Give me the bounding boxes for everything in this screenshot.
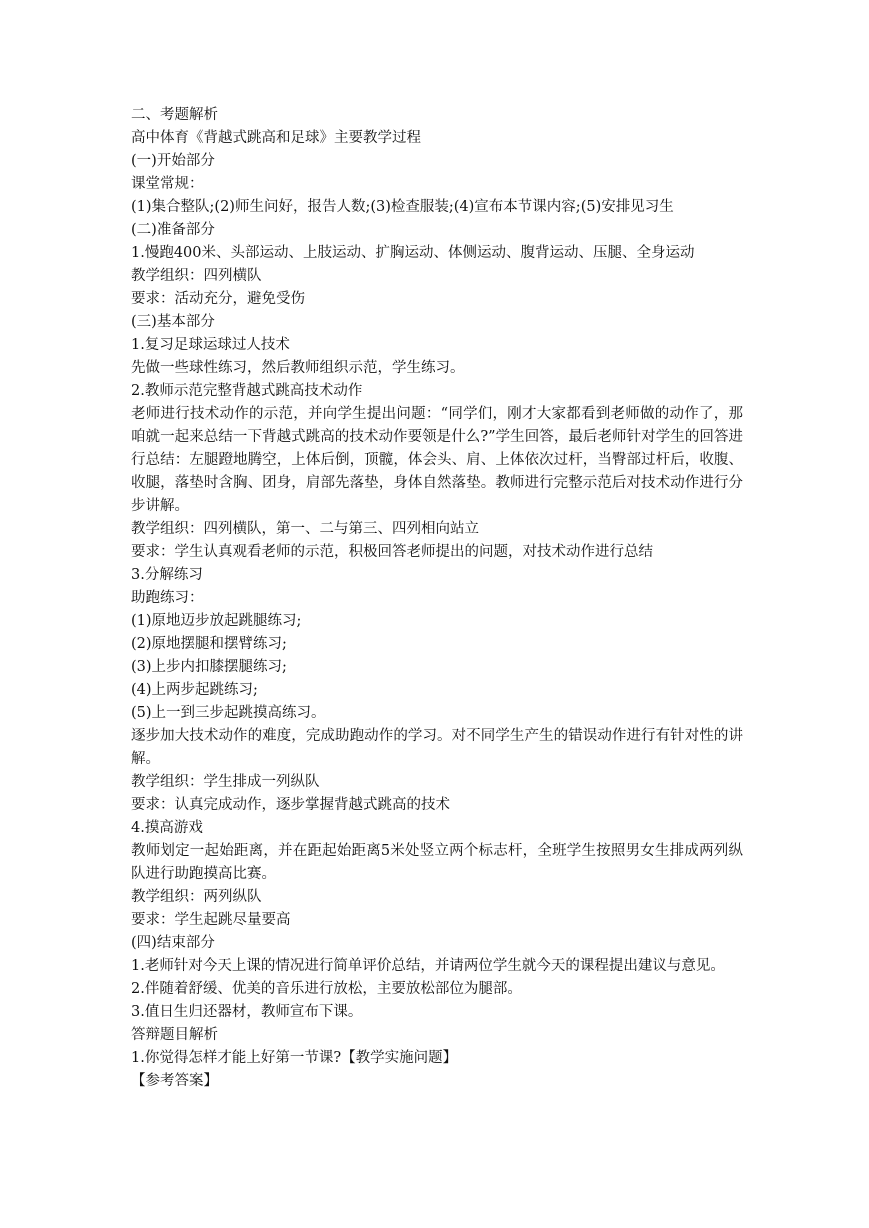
text-line: 助跑练习： <box>131 590 204 606</box>
list-item: (1)原地迈步放起跳腿练习; <box>131 613 302 629</box>
text-line: 教学组织：两列纵队 <box>131 889 262 905</box>
text-line: 教学组织：学生排成一列纵队 <box>131 774 320 790</box>
document-body <box>131 104 743 1093</box>
text-line: 要求：认真完成动作，逐步掌握背越式跳高的技术 <box>131 797 450 813</box>
list-item: (5)上一到三步起跳摸高练习。 <box>131 705 326 721</box>
text-line: 要求：学生认真观看老师的示范，积极回答老师提出的问题，对技术动作进行总结 <box>131 544 653 560</box>
text-line: 先做一些球性练习，然后教师组织示范，学生练习。 <box>131 360 465 376</box>
text-line: 教学组织：四列横队，第一、二与第三、四列相向站立 <box>131 521 479 537</box>
text-line: 3.值日生归还器材，教师宣布下课。 <box>131 1004 363 1020</box>
text-line: 要求：活动充分，避免受伤 <box>131 291 305 307</box>
lesson-title: 高中体育《背越式跳高和足球》主要教学过程 <box>131 130 421 146</box>
text-paragraph: 逐步加大技术动作的难度，完成助跑动作的学习。对不同学生产生的错误动作进行有针对性的讲解。 <box>131 728 743 767</box>
text-line: 4.摸高游戏 <box>131 820 203 836</box>
section-heading: 答辩题目解析 <box>131 1027 218 1043</box>
list-item: (4)上两步起跳练习; <box>131 682 258 698</box>
list-item: (2)原地摆腿和摆臂练习; <box>131 636 287 652</box>
text-paragraph: 教师划定一起始距离，并在距起始距离5米处竖立两个标志杆，全班学生按照男女生排成两列纵队进行助跑摸高比赛。 <box>131 843 743 882</box>
text-line: 2.伴随着舒缓、优美的音乐进行放松，主要放松部位为腿部。 <box>131 981 522 997</box>
text-line: 3.分解练习 <box>131 567 203 583</box>
text-line: 要求：学生起跳尽量要高 <box>131 912 291 928</box>
part-heading: (三)基本部分 <box>131 314 215 330</box>
text-line: 2.教师示范完整背越式跳高技术动作 <box>131 383 363 399</box>
part-heading: (四)结束部分 <box>131 935 215 951</box>
answer-label: 【参考答案】 <box>131 1073 218 1089</box>
text-line: 教学组织：四列横队 <box>131 268 262 284</box>
text-line: 1.复习足球运球过人技术 <box>131 337 290 353</box>
question-line: 1.你觉得怎样才能上好第一节课?【教学实施问题】 <box>131 1050 458 1066</box>
text-paragraph: 1.老师针对今天上课的情况进行简单评价总结，并请两位学生就今天的课程提出建议与意见。 <box>131 958 725 974</box>
text-line: 1.慢跑400米、头部运动、上肢运动、扩胸运动、体侧运动、腹背运动、压腿、全身运动 <box>131 245 695 261</box>
text-line: (1)集合整队;(2)师生问好，报告人数;(3)检查服装;(4)宣布本节课内容;(5)安排见习生 <box>131 199 674 215</box>
part-heading: (二)准备部分 <box>131 222 215 238</box>
part-heading: (一)开始部分 <box>131 153 215 169</box>
section-heading: 二、考题解析 <box>131 107 218 123</box>
text-line: 课堂常规： <box>131 176 204 192</box>
text-paragraph: 老师进行技术动作的示范，并向学生提出问题：“同学们，刚才大家都看到老师做的动作了，那咱就一起来总结一下背越式跳高的技术动作要领是什么?”学生回答，最后老师针对学生的回答进行总结：左腿蹬地腾空，上体后倒，顶髋，体会头、肩、上体依次过杆，当臀部过杆后，收腹、收腿，落垫时含胸、团身，肩部先落垫，身体自然落垫。教师进行完整示范后对技术动作进行分步讲解。 <box>131 406 743 514</box>
list-item: (3)上步内扣膝摆腿练习; <box>131 659 287 675</box>
